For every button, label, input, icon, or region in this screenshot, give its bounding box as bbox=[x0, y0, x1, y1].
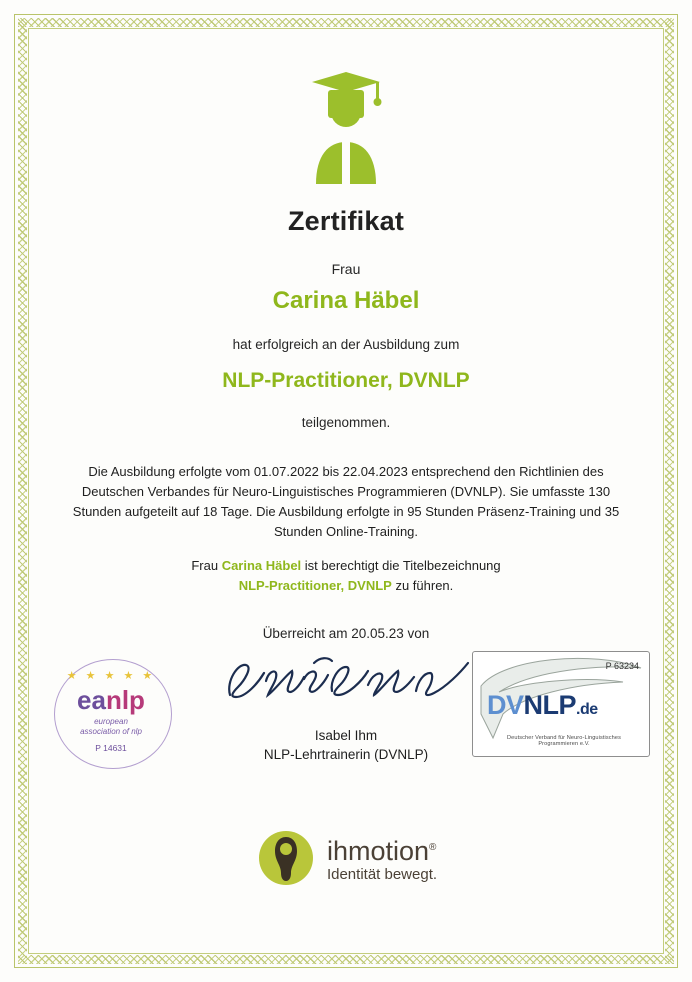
program-intro-line: hat erfolgreich an der Ausbildung zum bbox=[232, 337, 460, 352]
handover-line: Überreicht am 20.05.23 von bbox=[262, 626, 430, 641]
seal-stars: ★ ★ ★ ★ ★ bbox=[66, 670, 156, 682]
signature-row bbox=[40, 649, 652, 781]
seal-association-line-1: european bbox=[94, 717, 128, 726]
recipient-name: Carina Häbel bbox=[272, 287, 420, 314]
seal-association-line-2: association of nlp bbox=[80, 727, 142, 736]
body-paragraph-1: Die Ausbildung erfolgte vom 01.07.2022 bis 22.04.2023 entsprechend den Richtlinien des Deutschen Verbandes für Neuro-Linguistisches Programmieren (DVNLP). Sie umfasste 130 Stunden aufgeteilt auf 18 Tage. Die Ausbildung erfolgte in 95 Stunden Präsenz-Training und 35 Stunden Online-Training. bbox=[72, 464, 620, 539]
certificate-border-hatch-top bbox=[18, 18, 674, 27]
ihmotion-logo bbox=[255, 827, 437, 889]
ihmotion-brand bbox=[327, 833, 437, 866]
dvnlp-wordmark-de: .de bbox=[576, 701, 598, 718]
body-paragraph-2-prefix: Frau bbox=[191, 558, 222, 573]
certificate-border-hatch-bottom bbox=[18, 955, 674, 964]
dvnlp-subtitle: Deutscher Verband für Neuro-Linguistisches Programmieren e.V. bbox=[507, 735, 621, 747]
dvnlp-wordmark bbox=[487, 690, 598, 721]
signer-role: NLP-Lehrtrainerin (DVNLP) bbox=[263, 747, 429, 762]
dvnlp-registration-number: P 63234 bbox=[605, 661, 639, 671]
ihmotion-brand-name: ihmotion bbox=[326, 835, 430, 866]
ihmotion-mark-icon bbox=[255, 827, 317, 889]
page-title: Zertifikat bbox=[287, 206, 405, 236]
body-paragraph-2 bbox=[66, 556, 626, 596]
certificate-content bbox=[40, 40, 652, 942]
ihmotion-registered-mark: ® bbox=[429, 841, 437, 853]
eanlp-seal bbox=[46, 655, 176, 773]
dvnlp-logo bbox=[472, 651, 650, 757]
ihmotion-text bbox=[327, 833, 437, 884]
salutation: Frau bbox=[331, 261, 361, 277]
seal-registration-number: P 14631 bbox=[95, 743, 127, 753]
graduate-icon bbox=[298, 68, 394, 184]
ihmotion-tagline: Identität bewegt. bbox=[326, 865, 438, 883]
signer-name: Isabel Ihm bbox=[314, 728, 378, 743]
participation-line: teilgenommen. bbox=[301, 415, 391, 430]
signature-image bbox=[216, 651, 476, 709]
dvnlp-wordmark-dv: DV bbox=[487, 690, 524, 720]
body-paragraph-2-title: NLP-Practitioner, DVNLP bbox=[238, 578, 392, 593]
body-paragraph-2-suffix: zu führen. bbox=[391, 578, 454, 593]
dvnlp-wordmark-nlp: NLP bbox=[523, 690, 577, 720]
program-name: NLP-Practitioner, DVNLP bbox=[222, 369, 470, 392]
seal-wordmark bbox=[46, 685, 176, 716]
body-paragraph-2-recipient: Carina Häbel bbox=[221, 558, 302, 573]
seal-wordmark-nlp: nlp bbox=[105, 685, 145, 715]
body-text bbox=[66, 462, 626, 596]
certificate-border-hatch-right bbox=[665, 18, 674, 964]
certificate-border-hatch-left bbox=[18, 18, 27, 964]
seal-association bbox=[46, 717, 176, 737]
signature-block bbox=[196, 649, 496, 762]
body-paragraph-2-middle: ist berechtigt die Titelbezeichnung bbox=[301, 558, 501, 573]
seal-wordmark-ea: ea bbox=[77, 685, 106, 715]
